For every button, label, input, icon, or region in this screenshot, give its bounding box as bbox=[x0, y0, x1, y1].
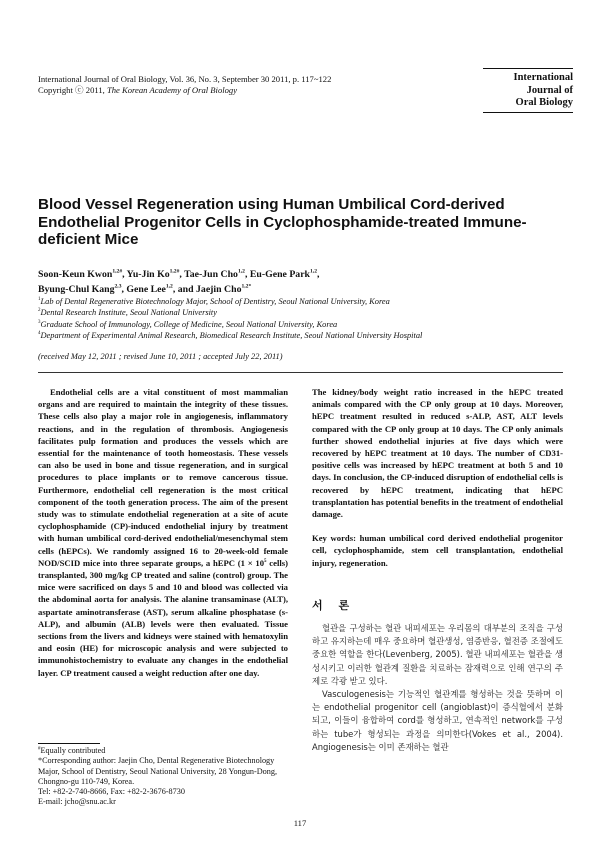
author-sep: , bbox=[317, 269, 320, 280]
affiliation bbox=[38, 307, 578, 318]
affiliation-number: 1 bbox=[38, 297, 41, 303]
footnote-tel: Tel: +82-2-740-8666, Fax: +82-2-3676-8730 bbox=[38, 787, 185, 797]
author-affil: 1,2# bbox=[112, 268, 123, 275]
copyright-year: 2011, bbox=[83, 85, 107, 95]
keywords: Key words: human umbilical cord derived endothelial progenitor cell, cyclophosphamide, stem cell transplantation, endothelial injury, regeneration. bbox=[312, 533, 563, 568]
author-sep: , bbox=[244, 269, 250, 280]
author-affil: 1,2 bbox=[237, 268, 245, 275]
author-affil: 1,2* bbox=[241, 283, 252, 290]
author-sep: , bbox=[121, 284, 127, 295]
body-paragraph: Vasculogenesis는 기능적인 혈관계를 형성하는 것을 뜻하며 이는 endothelial progenitor cell (angioblast)이 증식혈에서 분화되고, 이들이 융합하여 cord를 형성하고, 연속적인 network를 구성하는 tube가 형성되는 과정을 의미한다(Vokes et al., 2004). Angiogenesis는 이미 존재하는 혈관 bbox=[312, 689, 563, 752]
copyright-org: The Korean Academy of Oral Biology bbox=[106, 85, 238, 95]
journal-header bbox=[38, 74, 331, 96]
affiliation-number: 3 bbox=[38, 320, 41, 326]
affiliation bbox=[38, 296, 578, 307]
abstract-left-column bbox=[38, 386, 288, 679]
journal-citation: International Journal of Oral Biology, Vol. 36, No. 3, September 30 2011, p. 117~122 bbox=[38, 74, 332, 84]
footnotes bbox=[38, 746, 288, 808]
author-name: Tae-Jun Cho bbox=[184, 269, 238, 280]
article-title: Blood Vessel Regeneration using Human Umbilical Cord-derived Endothelial Progenitor Cells in Cyclophosphamide-treated Immune-deficient Mice bbox=[38, 196, 527, 248]
introduction-body bbox=[312, 622, 563, 754]
author-affil: 2,3 bbox=[114, 283, 122, 290]
affiliation-text: Graduate School of Immunology, College of Medicine, Seoul National University, Korea bbox=[40, 319, 338, 329]
author-affil: 1,2# bbox=[169, 268, 180, 275]
author-affil: 1,2 bbox=[165, 283, 173, 290]
abstract-right-column bbox=[312, 386, 563, 569]
affiliation-number: 2 bbox=[38, 308, 41, 314]
masthead-line-3: Oral Biology bbox=[515, 97, 573, 108]
author-sep: , and bbox=[172, 284, 197, 295]
author-name: Jaejin Cho bbox=[196, 284, 242, 295]
masthead-bottom-rule bbox=[483, 112, 573, 113]
footnote-corresponding: *Corresponding author: Jaejin Cho, Dental Regenerative Biotechnology Major, School of Dentistry, Seoul National University, 28 Yongun-Dong, Chongno-gu 110-749, Korea. bbox=[38, 756, 277, 786]
body-paragraph: 혈관을 구성하는 혈관 내피세포는 우리몸의 대부분의 조직을 구성하고 유지하는데 매우 중요하며 혈관생성, 염증반응, 혈전증 조절에도 중요한 역할을 한다(Levenberg, 2005). 혈관 내피세포는 혈관을 생성시키고 이러한 혈관계 질환을 치료하는 잠재력으로 인해 연구의 주제로 각광 받고 있다. bbox=[312, 623, 563, 686]
masthead-line-1: International bbox=[513, 72, 573, 83]
affiliation bbox=[38, 319, 578, 330]
footnote-mark: # bbox=[38, 746, 41, 752]
abstract-text-part2: cells) transplanted, 300 mg/kg CP treated and saline (control) group. The mice were sacrificed on days 5 and 10 and blood was collected via the abdominal aorta for analysis. The alanine transaminase (ALT), aspartate aminotransferase (AST), serum alkaline phosphatase (s-ALP), and albumin (ALB) levels were then evaluated. Tissue sections from the livers and kidneys were stained with hematoxylin and eosin (HE) for microscopic analysis and were subjected to immunohistochemistry to evaluate any changes in the endothelial layer. CP treatment caused a weight reduction after one day. bbox=[38, 557, 288, 678]
author-name: Eu-Gene Park bbox=[249, 269, 310, 280]
author-sep: , bbox=[179, 269, 185, 280]
journal-masthead bbox=[483, 72, 573, 110]
abstract-superscript: 5 bbox=[264, 558, 267, 564]
author-name: Soon-Keun Kwon bbox=[38, 269, 113, 280]
footnote-equal bbox=[38, 746, 288, 756]
masthead-top-rule bbox=[483, 68, 573, 69]
author-affil: 1,2 bbox=[310, 268, 317, 275]
copyright-line bbox=[38, 85, 331, 96]
author-name: Yu-Jin Ko bbox=[126, 269, 170, 280]
affiliation-text: Lab of Dental Regenerative Biotechnology Major, School of Dentistry, Seoul National University, Korea bbox=[40, 297, 390, 306]
author-name: Gene Lee bbox=[126, 284, 166, 295]
page-number: 117 bbox=[293, 818, 307, 828]
section-heading-introduction: 서 론 bbox=[312, 599, 356, 612]
abstract-text-part1: Endothelial cells are a vital constituent of most mammalian organs and are required to maintain the integrity of these tissues. These cells also play a major role in angiogenesis, inflammatory reactions, and in the regulation of thrombosis. Angiogenesis facilitates pulp formation and produces the vessels which are essential for the maintenance of tooth homeostasis. These vessels can also be used in bone and tissue regeneration, and in surgical procedures to place implants or to remove cancerous tissue. Furthermore, endothelial cell regeneration is the most critical component of the tooth generation process. The aim of the present study was to stimulate endothelial regeneration at a site of acute cyclophosphamide (CP)-induced endothelial injury by treatment with human umbilical cord-derived endothelial/mesenchymal stem cells (hEPCs). We randomly assigned 16 to 20-week-old female NOD/SCID mice into three separate groups, a hEPC (1 × 10 bbox=[38, 387, 288, 568]
author-list bbox=[38, 267, 568, 297]
copyright-symbol: ⓒ bbox=[75, 85, 84, 95]
abstract-continuation: The kidney/body weight ratio increased in the hEPC treated animals compared with the CP only group at 10 days. Moreover, hEPC treatment resulted in reduced s-ALP, AST, ALT levels compared with the CP only group at 10 days. The CP only animals further showed endothelial injuries at five days which were recovered by hEPC treatment at 10 days. The number of CD31-positive cells was increased by hEPC treatment at both 5 and 10 days. In conclusion, the CP-induced disruption of endothelial cells is recovered by hEPC treatment, indicating that hEPC transplantation has potential benefits in the treatment of endothelial damage. bbox=[312, 387, 563, 520]
footnote-email: E-mail: jcho@snu.ac.kr bbox=[38, 797, 116, 807]
footnote-rule bbox=[38, 743, 100, 744]
affiliation-list bbox=[38, 296, 578, 342]
affiliation-number: 4 bbox=[38, 331, 41, 337]
copyright-prefix: Copyright bbox=[38, 85, 76, 95]
section-divider bbox=[38, 372, 563, 373]
affiliation-text: Dental Research Institute, Seoul National University bbox=[40, 308, 217, 318]
received-dates: (received May 12, 2011 ; revised June 10, 2011 ; accepted July 22, 2011) bbox=[38, 352, 283, 361]
affiliation bbox=[38, 330, 578, 341]
author-sep: , bbox=[122, 269, 127, 280]
footnote-equal-text: Equally contributed bbox=[40, 746, 106, 755]
affiliation-text: Department of Experimental Animal Research, Biomedical Research Institute, Seoul National University Hospital bbox=[40, 331, 423, 341]
abstract-paragraph bbox=[38, 386, 288, 679]
author-name: Byung-Chul Kang bbox=[38, 284, 115, 295]
masthead-line-2: Journal of bbox=[526, 84, 573, 96]
